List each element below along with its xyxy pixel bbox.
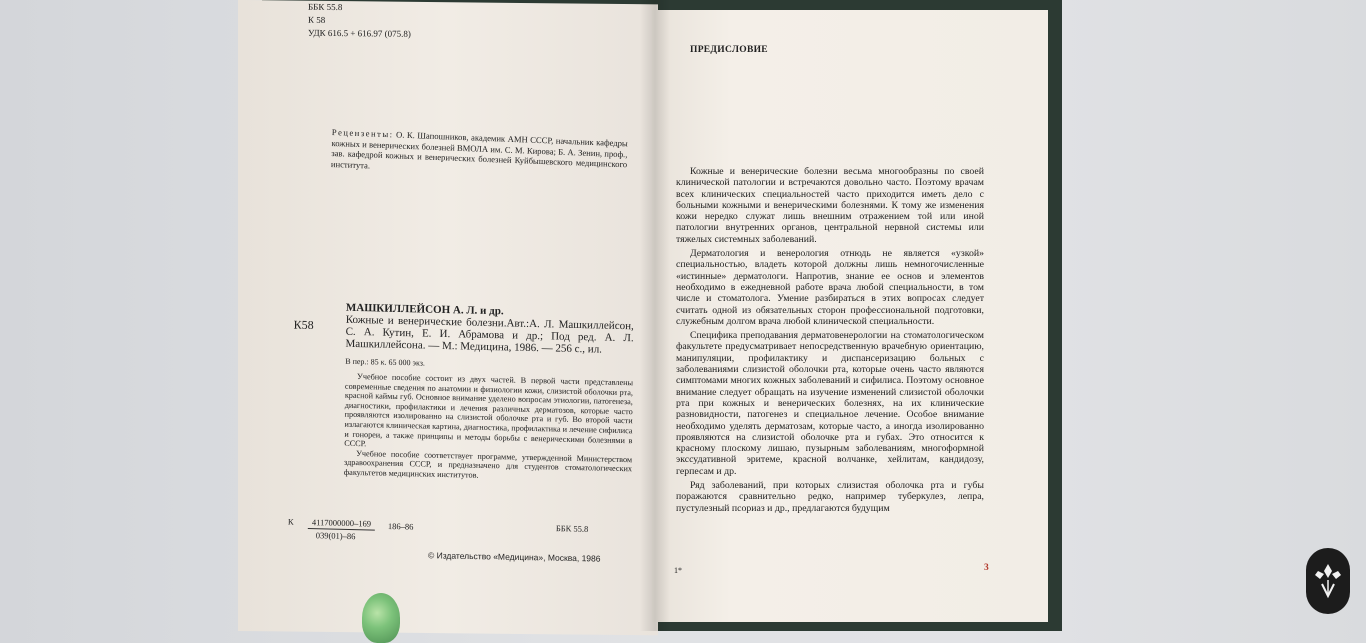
entry-annotation: [344, 372, 633, 484]
code-suffix: 186–86: [387, 520, 414, 532]
code-bbk: ББК 55.8: [555, 523, 589, 534]
preface-paragraph: Кожные и венерические болезни весьма многообразны по своей клинической патологии и встречаются довольно часто. Поэтому врачам всех клинических специальностей часто приходится иметь дело с больными кожными и венерическими болезнями. К тому же изменения кожи нередко служат лишь внешним отражением той или иной патологии внутренних органов, центральной нервной системы или тяжелых системных заболеваний.: [676, 166, 984, 245]
bbk-code: ББК 55.8: [308, 1, 343, 13]
annotation-paragraph-1: Учебное пособие состоит из двух частей. В первой части представлены современные сведения по анатомии и физиологии кожи, слизистой оболочки рта, красной каймы губ. Основное внимание уделено вопросам этиологии, патогенеза, диагностики, профилактики и лечения различных дерматозов, которые часто проявляются изолированно на слизистой оболочке рта и губ. Во второй части излагаются клиническая картина, диагностика, профилактика и лечение сифилиса и гонореи, а также принципы и методы борьбы с венерическими болезнями в СССР.: [344, 372, 634, 449]
right-page: [652, 10, 1048, 622]
preface-paragraph: Дерматология и венерология отнюдь не является «узкой» специальностью, владеть которой должны лишь немногочисленные «истинные» дерматологи. Напротив, знание ее основ и элементов необходимо в ежедневной работе врача любой специальности, в том числе и стоматолога. Умение разбираться в этих вопросах следует считать одной из обязательных сторон профессиональной подготовки, служебным долгом врача любой клинической специальности.: [676, 248, 984, 327]
bibliographic-entry: [292, 301, 634, 484]
reviewers-block: [331, 127, 628, 181]
reviewers-label: Рецензенты:: [331, 126, 394, 140]
watermark-logo: [1306, 548, 1350, 614]
catalog-codes: [308, 1, 411, 41]
entry-k-code: К58: [293, 317, 314, 333]
left-page: [238, 0, 658, 635]
code-denominator: 039(01)–86: [315, 530, 356, 542]
code-numerator: 4117000000–169: [308, 516, 375, 531]
udk-code: УДК 616.5 + 616.97 (075.8): [308, 27, 411, 39]
entry-author: МАШКИЛЛЕЙСОН А. Л. и др.: [345, 301, 504, 318]
signature-mark: 1*: [674, 566, 682, 575]
code-k-letter: К: [287, 516, 294, 527]
entry-price: В пер.: 85 к. 65 000 экз.: [345, 356, 425, 368]
entry-title: Кожные и венерические болезни.Авт.:А. Л. Машкиллейсон, С. А. Кутин, Е. И. Абрамова и др.; Под ред. А. Л. Машкиллейсона. — М.: Медицина, 1986. — 256 с., ил.: [345, 313, 634, 356]
preface-title: ПРЕДИСЛОВИЕ: [690, 45, 768, 55]
preface-paragraph: Ряд заболеваний, при которых слизистая оболочка рта и губы поражаются сравнительно редко, например туберкулез, лепра, пустулезный псориаз и др., предлагаются будущим: [676, 480, 984, 514]
k-code-top: К 58: [308, 14, 326, 25]
reviewers-text: О. К. Шапошников, академик АМН СССР, начальник кафедры кожных и венерических болезней ВМОЛА им. С. М. Кирова; Б. А. Зенин, проф., зав. кафедрой кожных и венерических болезней Куйбышевского медицинского института.: [330, 129, 628, 171]
fingertip-green-nail: [362, 593, 400, 643]
book-gutter-shadow: [640, 0, 670, 631]
annotation-paragraph-2: Учебное пособие соответствует программе, утвержденной Министерством здравоохранения СССР, и предназначено для студентов стоматологических факультетов медицинских институтов.: [343, 448, 633, 480]
preface-body: [676, 166, 984, 517]
logo-emblem-icon: [1314, 562, 1342, 600]
page-number: 3: [984, 563, 989, 573]
publisher-copyright: © Издательство «Медицина», Москва, 1986: [427, 550, 601, 564]
preface-paragraph: Специфика преподавания дерматовенерологии на стоматологическом факультете предусматривает непосредственную врачебную ориентацию, манипуляции, профилактику и диспансеризацию больных с заболеваниями слизистой оболочки рта, которые очень часто являются симптомами многих кожных заболеваний и сифилиса. Поэтому основное внимание следует обращать на изучение изменений слизистой оболочки рта при кожных и венерических болезнях, на их клинические разновидности, патогенез и специальное лечение. Особое внимание необходимо уделять дерматозам, которые часто, а иногда изолированно проявляются на слизистой оболочке рта и губах. Это относится к красному плоскому лишаю, пузырным заболеваниям, многоформной экссудативной эритеме, красной волчанке, хейлитам, кандидозу, герпесам и др.: [676, 330, 984, 477]
publication-codes: [288, 516, 618, 550]
